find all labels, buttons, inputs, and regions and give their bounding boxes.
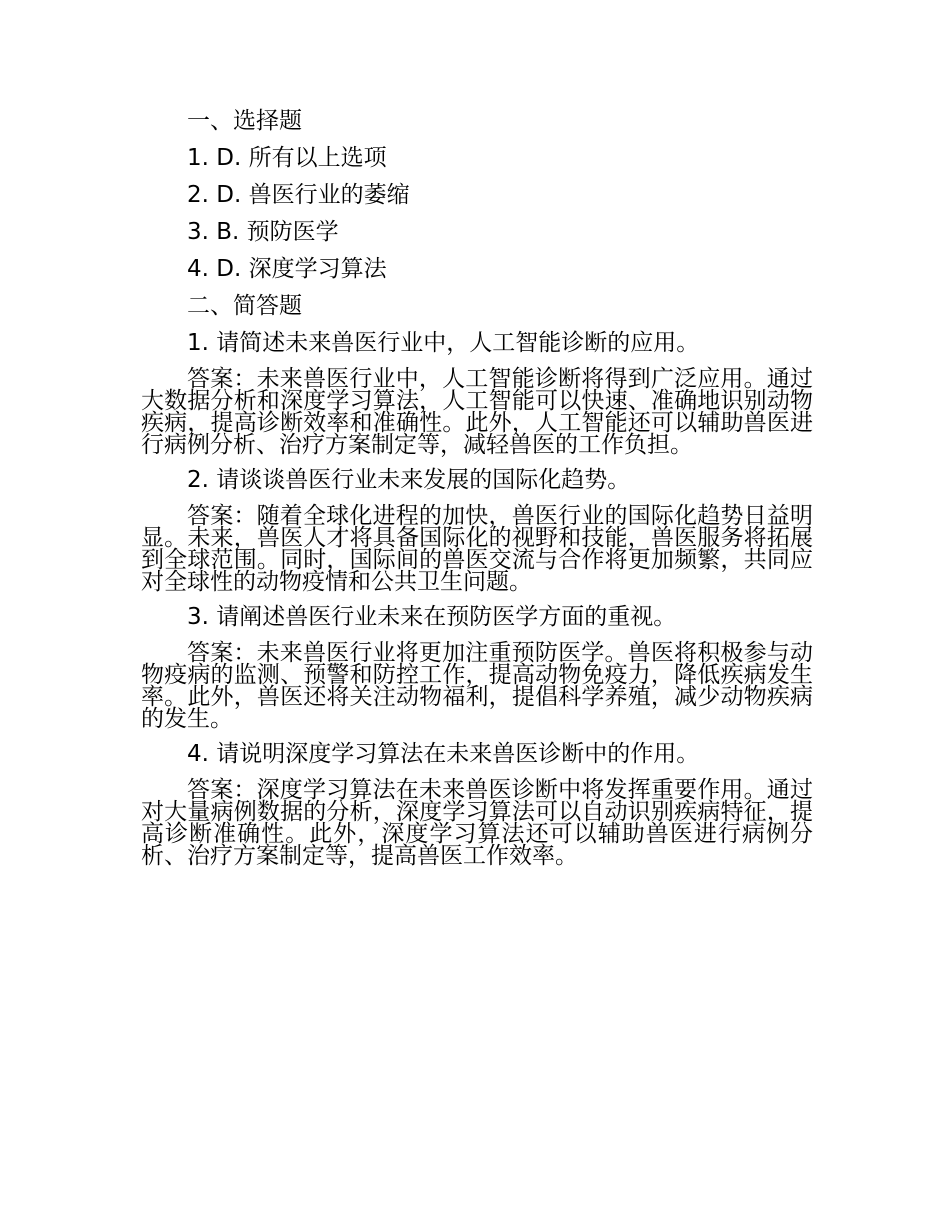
short-question-2: 2. 请谈谈兽医行业未来发展的国际化趋势。 [187, 467, 631, 493]
short-question-3: 3. 请阐述兽医行业未来在预防医学方面的重视。 [187, 604, 677, 630]
short-question-4: 4. 请说明深度学习算法在未来兽医诊断中的作用。 [187, 741, 700, 767]
short-answer-1: 答案：未来兽医行业中，人工智能诊断将得到广泛应用。通过大数据分析和深度学习算法，人工智能可以快速、准确地识别动物疾病，提高诊断效率和准确性。此外，人工智能还可以辅助兽医进行病例分析、治疗方案制定等，减轻兽医的工作负担。 [141, 366, 813, 458]
mc-answer-4: 4. D. 深度学习算法 [187, 256, 387, 282]
mc-answer-2: 2. D. 兽医行业的萎缩 [187, 182, 410, 208]
short-question-1: 1. 请简述未来兽医行业中，人工智能诊断的应用。 [187, 330, 700, 356]
section-heading-short-answer: 二、简答题 [187, 293, 302, 319]
mc-answer-3: 3. B. 预防医学 [187, 219, 339, 245]
mc-answer-1: 1. D. 所有以上选项 [187, 145, 387, 171]
section-heading-multiple-choice: 一、选择题 [187, 108, 302, 134]
short-answer-2: 答案：随着全球化进程的加快，兽医行业的国际化趋势日益明显。未来，兽医人才将具备国际化的视野和技能，兽医服务将拓展到全球范围。同时，国际间的兽医交流与合作将更加频繁，共同应对全球性的动物疫情和公共卫生问题。 [141, 503, 813, 595]
short-answer-4: 答案：深度学习算法在未来兽医诊断中将发挥重要作用。通过对大量病例数据的分析，深度学习算法可以自动识别疾病特征，提高诊断准确性。此外，深度学习算法还可以辅助兽医进行病例分析、治疗方案制定等，提高兽医工作效率。 [141, 777, 813, 869]
short-answer-3: 答案：未来兽医行业将更加注重预防医学。兽医将积极参与动物疫病的监测、预警和防控工作，提高动物免疫力，降低疾病发生率。此外，兽医还将关注动物福利，提倡科学养殖，减少动物疾病的发生。 [141, 640, 813, 732]
document-body [141, 103, 813, 873]
